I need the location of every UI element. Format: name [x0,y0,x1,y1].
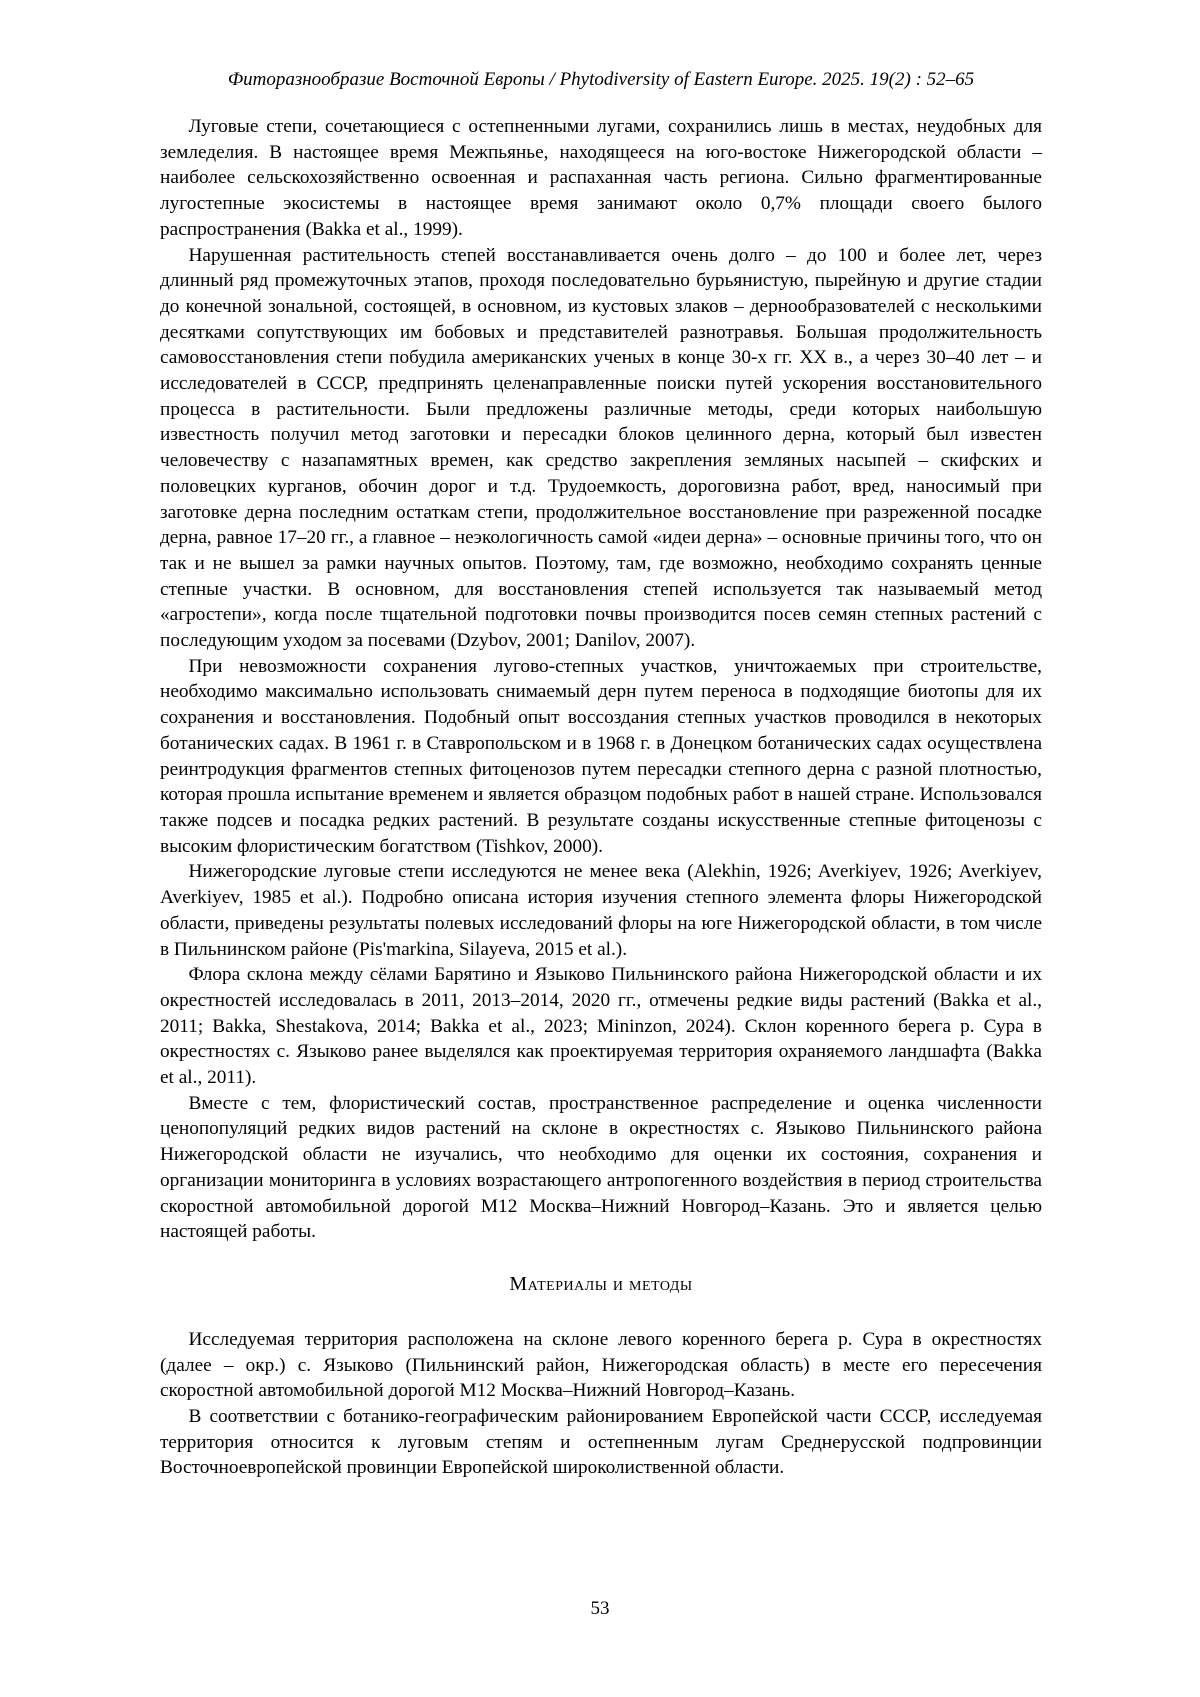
introduction-section [160,114,1042,1245]
body-paragraph: Луговые степи, сочетающиеся с остепненными лугами, сохранились лишь в местах, неудобных для земледелия. В настоящее время Межпьянье, находящееся на юго-востоке Нижегородской области – наиболее сельскохозяйственно освоенная и распаханная часть региона. Сильно фрагментированные лугостепные экосистемы в настоящее время занимают около 0,7% площади своего былого распространения (Bakka et al., 1999). [160,116,1042,240]
body-paragraph: В соответствии с ботанико-географическим районированием Европейской части СССР, исследуемая территория относится к луговым степям и остепненным лугам Среднерусской подпровинции Восточноевропейской провинции Европейской широколиственной области. [160,1406,1042,1479]
body-paragraph: Флора склона между сёлами Барятино и Языково Пильнинского района Нижегородской области и их окрестностей исследовалась в 2011, 2013–2014, 2020 гг., отмечены редкие виды растений (Bakka et al., 2011; Bakka, Shestakova, 2014; Bakka et al., 2023; Mininzon, 2024). Склон коренного берега р. Сура в окрестностях с. Языково ранее выделялся как проектируемая территория охраняемого ландшафта (Bakka et al., 2011). [160,964,1042,1089]
body-paragraph: При невозможности сохранения лугово-степных участков, уничтожаемых при строительстве, необходимо максимально использовать снимаемый дерн путем переноса в подходящие биотопы для их сохранения и восстановления. Подобный опыт воссоздания степных участков проводился в некоторых ботанических садах. В 1961 г. в Ставропольском и в 1968 г. в Донецком ботанических садах осуществлена реинтродукция фрагментов степных фитоценозов путем пересадки степного дерна с разной плотностью, которая прошла испытание временем и является образцом подобных работ в нашей стране. Использовался также подсев и посадка редких растений. В результате созданы искусственные степные фитоценозы с высоким флористическим богатством (Tishkov, 2000). [160,655,1042,857]
journal-header: Фиторазнообразие Восточной Европы / Phytodiversity of Eastern Europe. 2025. 19(2) : 52–65 [227,69,975,90]
body-paragraph: Вместе с тем, флористический состав, пространственное распределение и оценка численности ценопопуляций редких видов растений на склоне в окрестностях с. Языково Пильнинского района Нижегородской области не изучались, что необходимо для оценки их состояния, сохранения и организации мониторинга в условиях возрастающего антропогенного воздействия в период строительства скоростной автомобильной дорогой М12 Москва–Нижний Новгород–Казань. Это и является целью настоящей работы. [160,1092,1042,1243]
page-number: 53 [590,1598,610,1619]
body-paragraph: Нижегородские луговые степи исследуются не менее века (Alekhin, 1926; Averkiyev, 1926; Averkiyev, Averkiyev, 1985 et al.). Подробно описана история изучения степного элемента флоры Нижегородской области, приведены результаты полевых исследований флоры на юге Нижегородской области, в том числе в Пильнинском районе (Pis'markina, Silayeva, 2015 et al.). [160,861,1042,960]
body-paragraph: Нарушенная растительность степей восстанавливается очень долго – до 100 и более лет, через длинный ряд промежуточных этапов, проходя последовательно бурьянистую, пырейную и другие стадии до конечной зональной, состоящей, в основном, из кустовых злаков – дернообразователей с несколькими десятками сопутствующих им бобовых и представителей разнотравья. Большая продолжительность самовосстановления степи побудила американских ученых в конце 30-х гг. XX в., а через 30–40 лет – и исследователей в СССР, предпринять целенаправленные поиски путей ускорения восстановительного процесса в растительности. Были предложены различные методы, среди которых наибольшую известность получил метод заготовки и пересадки блоков целинного дерна, который был известен человечеству с назапамятных времен, как средство закрепления земляных насыпей – скифских и половецких курганов, обочин дорог и т.д. Трудоемкость, дороговизна работ, вред, наносимый при заготовке дерна последним остаткам степи, продолжительное восстановление при разреженной посадке дерна, равное 17–20 гг., а главное – неэкологичность самой «идеи дерна» – основные причины того, что он так и не вышел за рамки научных опытов. Поэтому, там, где возможно, необходимо сохранять ценные степные участки. В основном, для восстановления степей используется так называемый метод «агростепи», когда после тщательной подготовки почвы производится посев семян степных растений с последующим уходом за посевами (Dzybov, 2001; Danilov, 2007). [160,244,1042,652]
section-heading-materials-methods: Материалы и методы [509,1272,693,1295]
methods-section [160,1327,1042,1481]
body-paragraph: Исследуемая территория расположена на склоне левого коренного берега р. Сура в окрестностях (далее – окр.) с. Языково (Пильнинский район, Нижегородская область) в месте его пересечения скоростной автомобильной дорогой М12 Москва–Нижний Новгород–Казань. [160,1328,1042,1402]
